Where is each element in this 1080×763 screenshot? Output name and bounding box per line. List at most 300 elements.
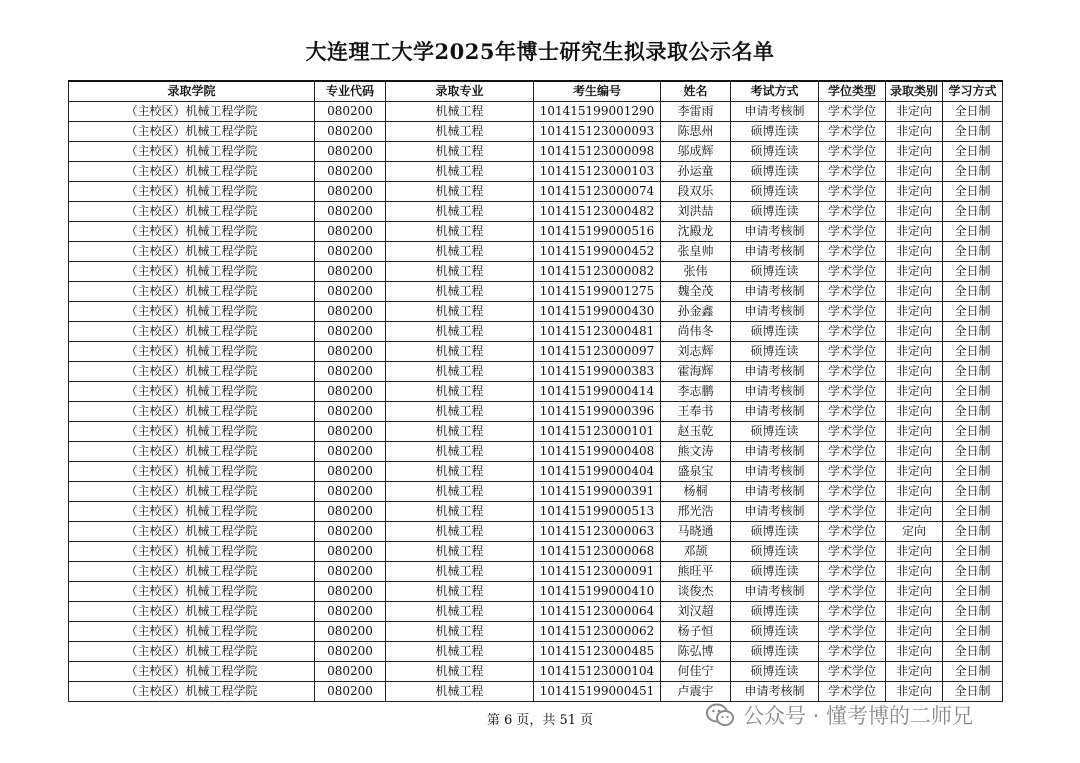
cell-candidate-id: 101415199001290 [534, 102, 661, 122]
cell-major: 机械工程 [386, 602, 534, 622]
cell-admission-category: 非定向 [886, 582, 943, 602]
cell-study-mode: 全日制 [943, 422, 1003, 442]
cell-degree-type: 学术学位 [819, 662, 886, 682]
cell-candidate-id: 101415123000074 [534, 182, 661, 202]
cell-candidate-id: 101415123000098 [534, 142, 661, 162]
cell-admission-category: 非定向 [886, 162, 943, 182]
cell-exam-type: 申请考核制 [731, 462, 819, 482]
header-exam-type: 考试方式 [731, 81, 819, 102]
cell-major-code: 080200 [315, 402, 386, 422]
cell-major: 机械工程 [386, 582, 534, 602]
cell-study-mode: 全日制 [943, 242, 1003, 262]
cell-candidate-id: 101415199000452 [534, 242, 661, 262]
cell-candidate-id: 101415199000396 [534, 402, 661, 422]
table-row [69, 362, 1003, 382]
cell-degree-type: 学术学位 [819, 142, 886, 162]
cell-study-mode: 全日制 [943, 542, 1003, 562]
table-row [69, 602, 1003, 622]
cell-study-mode: 全日制 [943, 642, 1003, 662]
cell-major: 机械工程 [386, 142, 534, 162]
cell-college: （主校区）机械工程学院 [69, 502, 315, 522]
cell-major-code: 080200 [315, 162, 386, 182]
cell-study-mode: 全日制 [943, 402, 1003, 422]
cell-college: （主校区）机械工程学院 [69, 202, 315, 222]
cell-major-code: 080200 [315, 102, 386, 122]
cell-major-code: 080200 [315, 522, 386, 542]
cell-degree-type: 学术学位 [819, 642, 886, 662]
cell-study-mode: 全日制 [943, 562, 1003, 582]
watermark [705, 700, 973, 730]
cell-name: 沈殿龙 [661, 222, 731, 242]
cell-major-code: 080200 [315, 662, 386, 682]
cell-candidate-id: 101415199000414 [534, 382, 661, 402]
cell-major: 机械工程 [386, 242, 534, 262]
cell-candidate-id: 101415199000451 [534, 682, 661, 702]
cell-college: （主校区）机械工程学院 [69, 242, 315, 262]
cell-major-code: 080200 [315, 242, 386, 262]
table-row [69, 122, 1003, 142]
cell-candidate-id: 101415199000404 [534, 462, 661, 482]
cell-candidate-id: 101415123000485 [534, 642, 661, 662]
cell-candidate-id: 101415199000410 [534, 582, 661, 602]
cell-major: 机械工程 [386, 302, 534, 322]
cell-exam-type: 申请考核制 [731, 382, 819, 402]
table-row [69, 542, 1003, 562]
cell-study-mode: 全日制 [943, 602, 1003, 622]
cell-admission-category: 非定向 [886, 222, 943, 242]
cell-exam-type: 申请考核制 [731, 302, 819, 322]
cell-major: 机械工程 [386, 162, 534, 182]
table-row [69, 582, 1003, 602]
cell-name: 孙运童 [661, 162, 731, 182]
cell-major: 机械工程 [386, 182, 534, 202]
cell-exam-type: 硕博连读 [731, 162, 819, 182]
cell-admission-category: 非定向 [886, 322, 943, 342]
cell-candidate-id: 101415123000082 [534, 262, 661, 282]
cell-exam-type: 硕博连读 [731, 542, 819, 562]
cell-major-code: 080200 [315, 342, 386, 362]
table-row [69, 662, 1003, 682]
cell-name: 王奉书 [661, 402, 731, 422]
header-name: 姓名 [661, 81, 731, 102]
cell-study-mode: 全日制 [943, 522, 1003, 542]
cell-study-mode: 全日制 [943, 362, 1003, 382]
cell-study-mode: 全日制 [943, 662, 1003, 682]
cell-major: 机械工程 [386, 422, 534, 442]
cell-major-code: 080200 [315, 222, 386, 242]
cell-major: 机械工程 [386, 662, 534, 682]
cell-name: 段双乐 [661, 182, 731, 202]
cell-admission-category: 非定向 [886, 342, 943, 362]
cell-degree-type: 学术学位 [819, 382, 886, 402]
cell-major: 机械工程 [386, 342, 534, 362]
cell-candidate-id: 101415199000513 [534, 502, 661, 522]
cell-college: （主校区）机械工程学院 [69, 282, 315, 302]
header-admission-category: 录取类别 [886, 81, 943, 102]
cell-major: 机械工程 [386, 442, 534, 462]
cell-major-code: 080200 [315, 202, 386, 222]
header-row [69, 81, 1003, 102]
page-title: 大连理工大学2025年博士研究生拟录取公示名单 [305, 39, 775, 64]
cell-exam-type: 申请考核制 [731, 282, 819, 302]
cell-admission-category: 非定向 [886, 202, 943, 222]
cell-candidate-id: 101415123000482 [534, 202, 661, 222]
cell-degree-type: 学术学位 [819, 342, 886, 362]
cell-college: （主校区）机械工程学院 [69, 682, 315, 702]
cell-candidate-id: 101415123000093 [534, 122, 661, 142]
cell-admission-category: 定向 [886, 522, 943, 542]
cell-name: 盛泉宝 [661, 462, 731, 482]
cell-admission-category: 非定向 [886, 442, 943, 462]
cell-study-mode: 全日制 [943, 582, 1003, 602]
cell-admission-category: 非定向 [886, 602, 943, 622]
cell-exam-type: 申请考核制 [731, 482, 819, 502]
table-row [69, 442, 1003, 462]
cell-candidate-id: 101415123000063 [534, 522, 661, 542]
cell-exam-type: 申请考核制 [731, 442, 819, 462]
cell-candidate-id: 101415123000103 [534, 162, 661, 182]
cell-college: （主校区）机械工程学院 [69, 142, 315, 162]
cell-major-code: 080200 [315, 482, 386, 502]
cell-name: 刘志辉 [661, 342, 731, 362]
cell-candidate-id: 101415123000091 [534, 562, 661, 582]
cell-name: 刘洪喆 [661, 202, 731, 222]
table-row [69, 162, 1003, 182]
cell-admission-category: 非定向 [886, 102, 943, 122]
cell-college: （主校区）机械工程学院 [69, 462, 315, 482]
cell-college: （主校区）机械工程学院 [69, 562, 315, 582]
cell-college: （主校区）机械工程学院 [69, 162, 315, 182]
cell-degree-type: 学术学位 [819, 402, 886, 422]
cell-major-code: 080200 [315, 562, 386, 582]
cell-admission-category: 非定向 [886, 562, 943, 582]
cell-major-code: 080200 [315, 622, 386, 642]
cell-major: 机械工程 [386, 482, 534, 502]
cell-degree-type: 学术学位 [819, 322, 886, 342]
cell-major-code: 080200 [315, 262, 386, 282]
cell-study-mode: 全日制 [943, 182, 1003, 202]
cell-study-mode: 全日制 [943, 262, 1003, 282]
table-row [69, 502, 1003, 522]
cell-college: （主校区）机械工程学院 [69, 122, 315, 142]
cell-admission-category: 非定向 [886, 182, 943, 202]
header-candidate-id: 考生编号 [534, 81, 661, 102]
table-row [69, 302, 1003, 322]
cell-study-mode: 全日制 [943, 622, 1003, 642]
cell-exam-type: 申请考核制 [731, 362, 819, 382]
cell-study-mode: 全日制 [943, 202, 1003, 222]
cell-exam-type: 申请考核制 [731, 582, 819, 602]
cell-college: （主校区）机械工程学院 [69, 302, 315, 322]
cell-exam-type: 硕博连读 [731, 422, 819, 442]
cell-study-mode: 全日制 [943, 382, 1003, 402]
table-row [69, 402, 1003, 422]
cell-degree-type: 学术学位 [819, 462, 886, 482]
cell-college: （主校区）机械工程学院 [69, 642, 315, 662]
table-row [69, 102, 1003, 122]
cell-name: 孙金鑫 [661, 302, 731, 322]
cell-name: 谈俊杰 [661, 582, 731, 602]
cell-degree-type: 学术学位 [819, 582, 886, 602]
cell-admission-category: 非定向 [886, 382, 943, 402]
cell-degree-type: 学术学位 [819, 542, 886, 562]
cell-major-code: 080200 [315, 382, 386, 402]
table-body [69, 102, 1003, 702]
header-major: 录取专业 [386, 81, 534, 102]
cell-major: 机械工程 [386, 222, 534, 242]
table-row [69, 462, 1003, 482]
cell-exam-type: 硕博连读 [731, 662, 819, 682]
page-number: 第 6 页，共 51 页 [486, 713, 594, 728]
cell-name: 马晓通 [661, 522, 731, 542]
cell-name: 邢光浩 [661, 502, 731, 522]
table-row [69, 202, 1003, 222]
table-row [69, 522, 1003, 542]
cell-major: 机械工程 [386, 282, 534, 302]
cell-candidate-id: 101415123000104 [534, 662, 661, 682]
cell-major: 机械工程 [386, 122, 534, 142]
cell-major-code: 080200 [315, 362, 386, 382]
header-study-mode: 学习方式 [943, 81, 1003, 102]
cell-exam-type: 申请考核制 [731, 102, 819, 122]
cell-degree-type: 学术学位 [819, 502, 886, 522]
cell-exam-type: 硕博连读 [731, 122, 819, 142]
cell-admission-category: 非定向 [886, 142, 943, 162]
cell-college: （主校区）机械工程学院 [69, 402, 315, 422]
cell-candidate-id: 101415199000408 [534, 442, 661, 462]
cell-exam-type: 硕博连读 [731, 342, 819, 362]
cell-exam-type: 申请考核制 [731, 402, 819, 422]
cell-major: 机械工程 [386, 362, 534, 382]
table-row [69, 262, 1003, 282]
cell-candidate-id: 101415123000068 [534, 542, 661, 562]
cell-exam-type: 申请考核制 [731, 242, 819, 262]
cell-admission-category: 非定向 [886, 422, 943, 442]
table-header [69, 81, 1003, 102]
cell-candidate-id: 101415199000430 [534, 302, 661, 322]
cell-name: 邓颉 [661, 542, 731, 562]
admission-table [68, 80, 1003, 702]
cell-college: （主校区）机械工程学院 [69, 102, 315, 122]
cell-name: 赵玉乾 [661, 422, 731, 442]
cell-study-mode: 全日制 [943, 102, 1003, 122]
cell-degree-type: 学术学位 [819, 102, 886, 122]
cell-admission-category: 非定向 [886, 402, 943, 422]
cell-name: 张伟 [661, 262, 731, 282]
table-row [69, 222, 1003, 242]
cell-name: 李志鹏 [661, 382, 731, 402]
cell-admission-category: 非定向 [886, 502, 943, 522]
cell-major: 机械工程 [386, 322, 534, 342]
table-row [69, 182, 1003, 202]
cell-name: 魏全茂 [661, 282, 731, 302]
cell-major-code: 080200 [315, 322, 386, 342]
table-row [69, 342, 1003, 362]
cell-college: （主校区）机械工程学院 [69, 582, 315, 602]
cell-admission-category: 非定向 [886, 362, 943, 382]
cell-major-code: 080200 [315, 642, 386, 662]
cell-major-code: 080200 [315, 602, 386, 622]
cell-admission-category: 非定向 [886, 122, 943, 142]
cell-major: 机械工程 [386, 102, 534, 122]
cell-name: 杨子恒 [661, 622, 731, 642]
wechat-icon [705, 702, 735, 728]
cell-major: 机械工程 [386, 502, 534, 522]
cell-exam-type: 硕博连读 [731, 182, 819, 202]
cell-admission-category: 非定向 [886, 262, 943, 282]
cell-college: （主校区）机械工程学院 [69, 382, 315, 402]
cell-degree-type: 学术学位 [819, 302, 886, 322]
table-row [69, 382, 1003, 402]
header-college: 录取学院 [69, 81, 315, 102]
cell-candidate-id: 101415123000097 [534, 342, 661, 362]
cell-degree-type: 学术学位 [819, 202, 886, 222]
cell-degree-type: 学术学位 [819, 622, 886, 642]
table-row [69, 242, 1003, 262]
cell-major-code: 080200 [315, 442, 386, 462]
cell-exam-type: 申请考核制 [731, 222, 819, 242]
cell-exam-type: 硕博连读 [731, 142, 819, 162]
cell-study-mode: 全日制 [943, 142, 1003, 162]
cell-major-code: 080200 [315, 682, 386, 702]
cell-name: 邬成辉 [661, 142, 731, 162]
cell-major-code: 080200 [315, 462, 386, 482]
cell-admission-category: 非定向 [886, 622, 943, 642]
header-degree-type: 学位类型 [819, 81, 886, 102]
cell-major-code: 080200 [315, 282, 386, 302]
cell-major: 机械工程 [386, 262, 534, 282]
cell-admission-category: 非定向 [886, 282, 943, 302]
cell-name: 霍海辉 [661, 362, 731, 382]
cell-major: 机械工程 [386, 202, 534, 222]
cell-degree-type: 学术学位 [819, 242, 886, 262]
cell-degree-type: 学术学位 [819, 222, 886, 242]
cell-degree-type: 学术学位 [819, 522, 886, 542]
cell-college: （主校区）机械工程学院 [69, 522, 315, 542]
cell-name: 刘汉超 [661, 602, 731, 622]
cell-major-code: 080200 [315, 122, 386, 142]
cell-study-mode: 全日制 [943, 302, 1003, 322]
cell-degree-type: 学术学位 [819, 682, 886, 702]
cell-major: 机械工程 [386, 622, 534, 642]
cell-exam-type: 硕博连读 [731, 262, 819, 282]
cell-name: 卢震宇 [661, 682, 731, 702]
header-major-code: 专业代码 [315, 81, 386, 102]
cell-degree-type: 学术学位 [819, 282, 886, 302]
cell-study-mode: 全日制 [943, 162, 1003, 182]
cell-study-mode: 全日制 [943, 222, 1003, 242]
cell-exam-type: 硕博连读 [731, 622, 819, 642]
cell-admission-category: 非定向 [886, 682, 943, 702]
cell-exam-type: 硕博连读 [731, 202, 819, 222]
table-row [69, 482, 1003, 502]
cell-degree-type: 学术学位 [819, 262, 886, 282]
cell-college: （主校区）机械工程学院 [69, 222, 315, 242]
cell-study-mode: 全日制 [943, 322, 1003, 342]
cell-candidate-id: 101415199000391 [534, 482, 661, 502]
cell-name: 何佳宁 [661, 662, 731, 682]
cell-college: （主校区）机械工程学院 [69, 182, 315, 202]
cell-admission-category: 非定向 [886, 542, 943, 562]
cell-name: 张皇帅 [661, 242, 731, 262]
table-row [69, 682, 1003, 702]
cell-major: 机械工程 [386, 402, 534, 422]
table-row [69, 322, 1003, 342]
cell-study-mode: 全日制 [943, 482, 1003, 502]
cell-exam-type: 申请考核制 [731, 682, 819, 702]
cell-study-mode: 全日制 [943, 442, 1003, 462]
cell-major-code: 080200 [315, 142, 386, 162]
cell-name: 熊文涛 [661, 442, 731, 462]
cell-major: 机械工程 [386, 382, 534, 402]
watermark-text: 公众号 · 懂考博的二师兄 [743, 704, 974, 728]
cell-degree-type: 学术学位 [819, 562, 886, 582]
cell-name: 陈弘博 [661, 642, 731, 662]
cell-major-code: 080200 [315, 542, 386, 562]
cell-college: （主校区）机械工程学院 [69, 602, 315, 622]
cell-college: （主校区）机械工程学院 [69, 542, 315, 562]
cell-name: 尚伟冬 [661, 322, 731, 342]
cell-major-code: 080200 [315, 422, 386, 442]
cell-admission-category: 非定向 [886, 482, 943, 502]
cell-college: （主校区）机械工程学院 [69, 482, 315, 502]
cell-exam-type: 申请考核制 [731, 502, 819, 522]
cell-candidate-id: 101415199000383 [534, 362, 661, 382]
cell-admission-category: 非定向 [886, 302, 943, 322]
cell-major: 机械工程 [386, 542, 534, 562]
cell-degree-type: 学术学位 [819, 602, 886, 622]
cell-name: 熊旺平 [661, 562, 731, 582]
cell-degree-type: 学术学位 [819, 482, 886, 502]
cell-candidate-id: 101415199000516 [534, 222, 661, 242]
cell-admission-category: 非定向 [886, 642, 943, 662]
table-row [69, 142, 1003, 162]
cell-major-code: 080200 [315, 582, 386, 602]
cell-degree-type: 学术学位 [819, 442, 886, 462]
cell-study-mode: 全日制 [943, 682, 1003, 702]
cell-major: 机械工程 [386, 682, 534, 702]
cell-degree-type: 学术学位 [819, 162, 886, 182]
table-row [69, 562, 1003, 582]
cell-candidate-id: 101415123000101 [534, 422, 661, 442]
cell-study-mode: 全日制 [943, 462, 1003, 482]
table-row [69, 622, 1003, 642]
cell-candidate-id: 101415123000064 [534, 602, 661, 622]
cell-name: 杨桐 [661, 482, 731, 502]
cell-admission-category: 非定向 [886, 242, 943, 262]
cell-college: （主校区）机械工程学院 [69, 362, 315, 382]
cell-major: 机械工程 [386, 522, 534, 542]
cell-degree-type: 学术学位 [819, 182, 886, 202]
cell-degree-type: 学术学位 [819, 422, 886, 442]
cell-major-code: 080200 [315, 302, 386, 322]
cell-study-mode: 全日制 [943, 122, 1003, 142]
cell-admission-category: 非定向 [886, 462, 943, 482]
cell-major: 机械工程 [386, 462, 534, 482]
cell-name: 李雷雨 [661, 102, 731, 122]
cell-major-code: 080200 [315, 502, 386, 522]
cell-major: 机械工程 [386, 562, 534, 582]
cell-exam-type: 硕博连读 [731, 522, 819, 542]
cell-college: （主校区）机械工程学院 [69, 262, 315, 282]
cell-degree-type: 学术学位 [819, 362, 886, 382]
cell-candidate-id: 101415123000062 [534, 622, 661, 642]
cell-college: （主校区）机械工程学院 [69, 422, 315, 442]
cell-exam-type: 硕博连读 [731, 642, 819, 662]
cell-study-mode: 全日制 [943, 342, 1003, 362]
cell-college: （主校区）机械工程学院 [69, 342, 315, 362]
cell-study-mode: 全日制 [943, 502, 1003, 522]
